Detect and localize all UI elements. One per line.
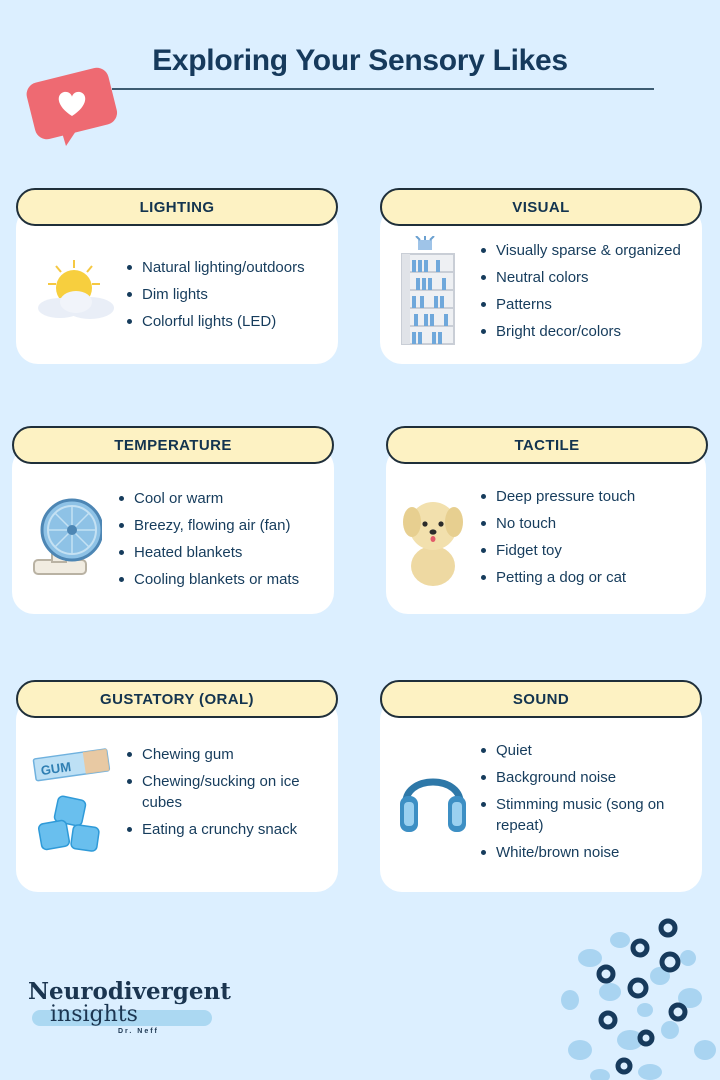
list-item: Dim lights — [126, 284, 336, 305]
list-item: Eating a crunchy snack — [126, 819, 326, 840]
sound-list — [480, 740, 696, 869]
list-item: Natural lighting/outdoors — [126, 257, 336, 278]
heart-bubble-icon — [26, 66, 122, 150]
lighting-heading: LIGHTING — [16, 188, 338, 226]
list-item: Chewing gum — [126, 744, 326, 765]
headphones-icon — [396, 762, 470, 838]
brand-author: Dr. Neff — [118, 1028, 159, 1035]
decorative-dots — [550, 900, 720, 1080]
brand-name: Neurodivergent — [28, 978, 231, 1005]
temperature-list — [118, 488, 330, 596]
list-item: Quiet — [480, 740, 696, 761]
gustatory-list — [126, 744, 326, 846]
list-item: Cool or warm — [118, 488, 330, 509]
list-item: Petting a dog or cat — [480, 567, 702, 588]
list-item: Patterns — [480, 294, 700, 315]
visual-heading: VISUAL — [380, 188, 702, 226]
list-item: Colorful lights (LED) — [126, 311, 336, 332]
list-item: White/brown noise — [480, 842, 696, 863]
tactile-list — [480, 486, 702, 594]
list-item: Chewing/sucking on ice cubes — [126, 771, 326, 813]
title-underline — [112, 88, 654, 90]
dog-icon — [400, 492, 466, 586]
brand-logo — [28, 980, 231, 1035]
list-item: No touch — [480, 513, 702, 534]
sun-cloud-icon — [30, 258, 116, 324]
brand-sub: insights — [50, 1004, 231, 1026]
list-item: Visually sparse & organized — [480, 240, 700, 261]
bookshelf-icon — [398, 236, 458, 348]
list-item: Fidget toy — [480, 540, 702, 561]
lighting-list — [126, 257, 336, 338]
visual-list — [480, 240, 700, 348]
gustatory-heading: GUSTATORY (ORAL) — [16, 680, 338, 718]
tactile-heading: TACTILE — [386, 426, 708, 464]
fan-icon — [28, 496, 102, 582]
list-item: Stimming music (song on repeat) — [480, 794, 696, 836]
list-item: Background noise — [480, 767, 696, 788]
sound-heading: SOUND — [380, 680, 702, 718]
temperature-heading: TEMPERATURE — [12, 426, 334, 464]
list-item: Neutral colors — [480, 267, 700, 288]
list-item: Heated blankets — [118, 542, 330, 563]
list-item: Bright decor/colors — [480, 321, 700, 342]
gum-label: GUM — [39, 758, 73, 779]
page-title: Exploring Your Sensory Likes — [152, 44, 568, 77]
list-item: Cooling blankets or mats — [118, 569, 330, 590]
list-item: Deep pressure touch — [480, 486, 702, 507]
gum-ice-icon — [30, 742, 112, 862]
list-item: Breezy, flowing air (fan) — [118, 515, 330, 536]
